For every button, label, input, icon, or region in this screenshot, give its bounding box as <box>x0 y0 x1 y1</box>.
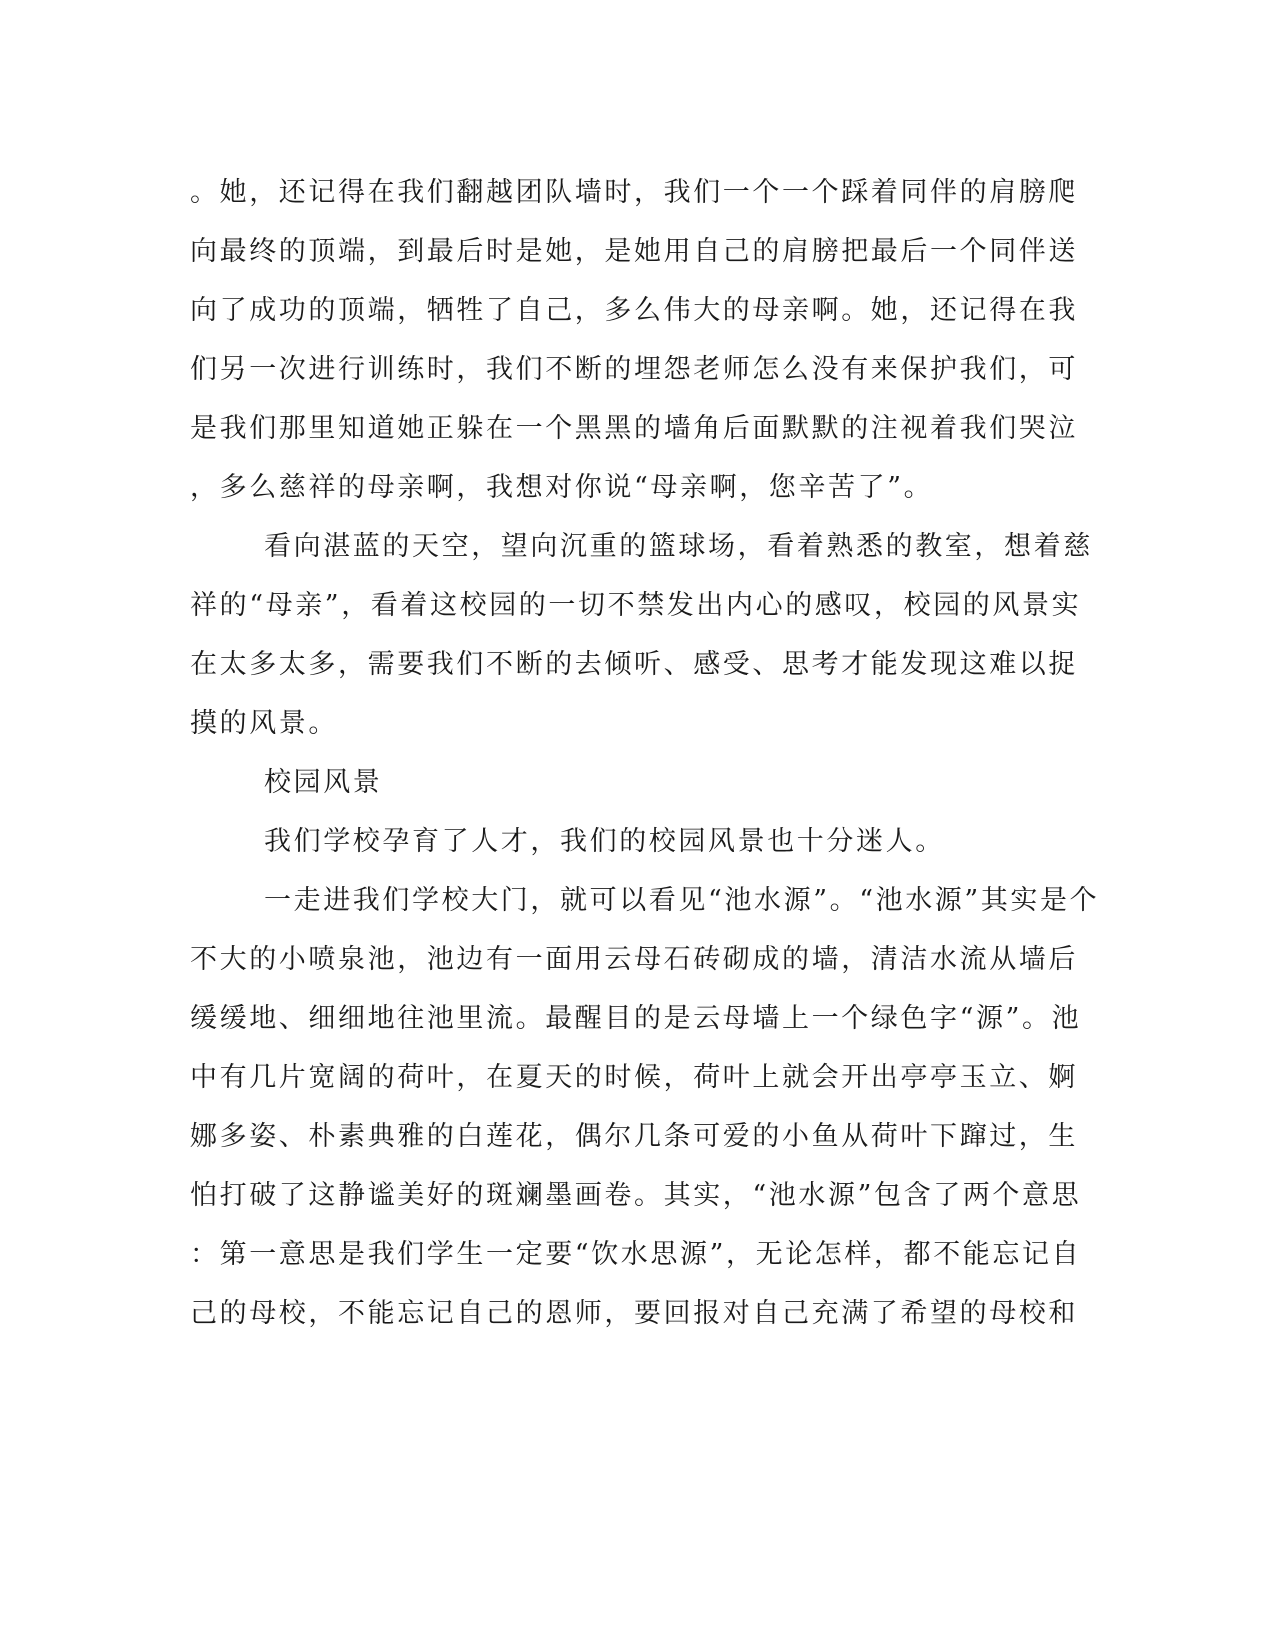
paragraph-start-line: 看向湛蓝的天空，望向沉重的篮球场，看着熟悉的教室，想着慈 <box>264 531 1093 562</box>
text-line: 中有几片宽阔的荷叶，在夏天的时候，荷叶上就会开出亭亭玉立、婀 <box>190 1062 1078 1093</box>
text-line: ，多么慈祥的母亲啊，我想对你说“母亲啊，您辛苦了”。 <box>190 472 934 503</box>
body-text <box>190 163 1100 1343</box>
text-line: 向了成功的顶端，牺牲了自己，多么伟大的母亲啊。她，还记得在我 <box>190 295 1078 326</box>
text-line: 祥的“母亲”，看着这校园的一切不禁发出内心的感叹，校园的风景实 <box>190 590 1082 621</box>
text-line: 娜多姿、朴素典雅的白莲花，偶尔几条可爱的小鱼从荷叶下蹿过，生 <box>190 1121 1078 1152</box>
text-line: ：第一意思是我们学生一定要“饮水思源”，无论怎样，都不能忘记自 <box>190 1239 1082 1270</box>
text-line: 缓缓地、细细地往池里流。最醒目的是云母墙上一个绿色字“源”。池 <box>190 1003 1082 1034</box>
text-line: 们另一次进行训练时，我们不断的埋怨老师怎么没有来保护我们，可 <box>190 354 1078 385</box>
text-line: 己的母校，不能忘记自己的恩师，要回报对自己充满了希望的母校和 <box>190 1298 1078 1329</box>
paragraph-start-line: 一走进我们学校大门，就可以看见“池水源”。“池水源”其实是个 <box>264 885 1100 916</box>
text-line: 不大的小喷泉池，池边有一面用云母石砖砌成的墙，清洁水流从墙后 <box>190 944 1078 975</box>
section-heading: 校园风景 <box>264 767 383 798</box>
text-line: 是我们那里知道她正躲在一个黑黑的墙角后面默默的注视着我们哭泣 <box>190 413 1078 444</box>
text-line: 向最终的顶端，到最后时是她，是她用自己的肩膀把最后一个同伴送 <box>190 236 1078 267</box>
text-line: 摸的风景。 <box>190 708 338 739</box>
paragraph-start-line: 我们学校孕育了人才，我们的校园风景也十分迷人。 <box>264 826 945 857</box>
text-line: 。她，还记得在我们翻越团队墙时，我们一个一个踩着同伴的肩膀爬 <box>190 177 1078 208</box>
text-line: 怕打破了这静谧美好的斑斓墨画卷。其实，“池水源”包含了两个意思 <box>190 1180 1082 1211</box>
text-line: 在太多太多，需要我们不断的去倾听、感受、思考才能发现这难以捉 <box>190 649 1078 680</box>
